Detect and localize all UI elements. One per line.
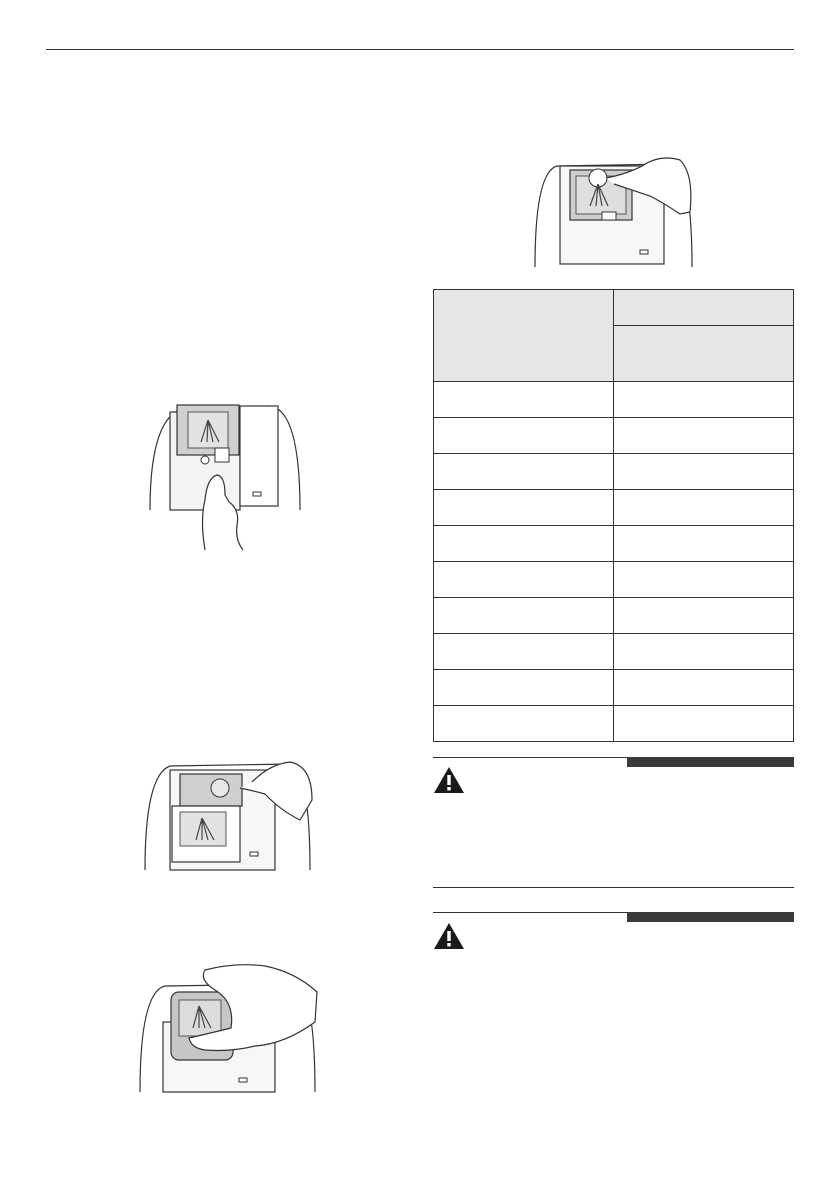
table-header-left <box>434 290 614 382</box>
table-cell <box>434 418 614 454</box>
table-row <box>434 490 794 526</box>
table-row <box>434 382 794 418</box>
table-row <box>434 562 794 598</box>
table-cell <box>434 490 614 526</box>
warning-triangle-icon <box>433 922 465 955</box>
table-cell <box>614 706 794 742</box>
table-cell <box>614 454 794 490</box>
caution-heading-bar <box>627 912 794 922</box>
table-cell <box>614 562 794 598</box>
table-cell <box>434 634 614 670</box>
table-cell <box>614 418 794 454</box>
table-cell <box>614 670 794 706</box>
table-cell <box>614 598 794 634</box>
caution-block <box>433 757 794 892</box>
table-row <box>434 454 794 490</box>
table-row <box>434 598 794 634</box>
rinse-aid-level-illustration <box>532 152 697 268</box>
table-row <box>434 670 794 706</box>
table-row <box>434 634 794 670</box>
caution-block <box>433 912 794 962</box>
table-cell <box>614 634 794 670</box>
table-header-right-top <box>614 290 794 326</box>
table-cell <box>614 526 794 562</box>
rinse-aid-cap-open-illustration <box>140 760 315 872</box>
caution-heading-bar <box>627 757 794 767</box>
table-cell <box>614 490 794 526</box>
table-cell <box>434 454 614 490</box>
rinse-aid-settings-table <box>433 289 794 742</box>
detergent-lid-close-illustration <box>135 962 320 1094</box>
table-cell <box>434 382 614 418</box>
rinse-aid-cap-press-illustration <box>145 400 305 555</box>
header-rule <box>46 49 794 50</box>
warning-triangle-icon <box>433 766 465 799</box>
table-row <box>434 418 794 454</box>
table-cell <box>434 562 614 598</box>
table-row <box>434 706 794 742</box>
table-cell <box>434 598 614 634</box>
table-header-right-bottom <box>614 326 794 382</box>
caution-end-rule <box>433 887 794 888</box>
table-row <box>434 526 794 562</box>
table-cell <box>614 382 794 418</box>
table-cell <box>434 670 614 706</box>
table-cell <box>434 526 614 562</box>
table-cell <box>434 706 614 742</box>
